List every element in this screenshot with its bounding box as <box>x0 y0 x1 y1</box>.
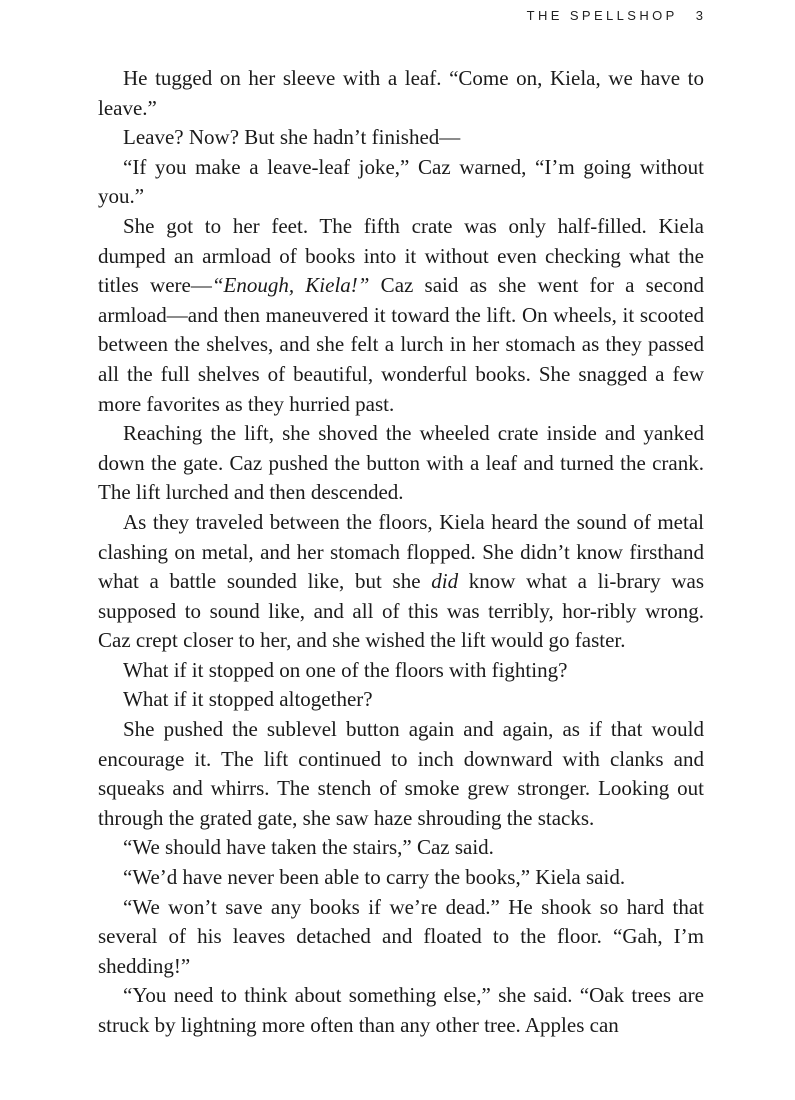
paragraph <box>98 64 704 123</box>
text-run: What if it stopped altogether? <box>123 687 373 712</box>
paragraph <box>98 893 704 982</box>
paragraph <box>98 833 704 863</box>
text-run: “If you make a leave-leaf joke,” Caz warned, “I’m going without you.” <box>98 154 704 209</box>
paragraph <box>98 123 704 153</box>
italic-run: “Enough, Kiela!” <box>211 273 370 298</box>
text-run: He tugged on her sleeve with a leaf. “Come on, Kiela, we have to leave.” <box>98 66 704 120</box>
paragraph <box>98 508 704 656</box>
text-run: She got to her feet. The fifth crate was only half-filled. Kiela dumped an armload of books into it without even checking what the titles were— <box>98 213 704 298</box>
paragraph <box>98 715 704 833</box>
text-run: “You need to think about something else,” she said. “Oak trees are struck by lightning more often than any other tree. Apples can <box>98 983 704 1037</box>
paragraph <box>98 212 704 419</box>
text-run: What if it stopped on one of the floors with fighting? <box>123 657 568 682</box>
text-run: She pushed the sublevel button again and again, as if that would encourage it. The lift continued to inch downward with clanks and squeaks and whirrs. The stench of smoke grew stronger. Looking out through the grated gate, she saw haze shrouding the stacks. <box>98 717 704 830</box>
paragraph <box>98 153 704 212</box>
body-text <box>98 64 704 1041</box>
page-number: 3 <box>695 8 703 23</box>
text-run: “We should have taken the stairs,” Caz said. <box>123 835 494 860</box>
text-run: know what a li-brary was supposed to sound like, and all of this was terribly, hor-ribly wrong. Caz crept closer to her, and she wished the lift would go faster. <box>98 569 704 653</box>
paragraph <box>98 419 704 508</box>
text-run: Reaching the lift, she shoved the wheeled crate inside and yanked down the gate. Caz pushed the button with a leaf and turned the crank. The lift lurched and then descended. <box>98 421 704 505</box>
text-run: “We won’t save any books if we’re dead.” He shook so hard that several of his leaves detached and floated to the floor. “Gah, I’m shedding!” <box>98 894 704 978</box>
text-run: As they traveled between the floors, Kiela heard the sound of metal clashing on metal, and her stomach flopped. She didn’t know firsthand what a battle sounded like, but she <box>98 509 704 594</box>
italic-run: did <box>431 569 459 594</box>
text-run: “We’d have never been able to carry the books,” Kiela said. <box>123 865 626 890</box>
book-title: THE SPELLSHOP <box>526 8 678 23</box>
paragraph <box>98 685 704 715</box>
paragraph <box>98 863 704 893</box>
text-run: Leave? Now? But she hadn’t finished— <box>123 125 461 150</box>
paragraph <box>98 656 704 686</box>
text-run: Caz said as she went for a second armload—and then maneuvered it toward the lift. On wheels, it scooted between the shelves, and she felt a lurch in her stomach as they passed all the full shelves of beautiful, wonderful books. She snagged a few more favorites as they hurried past. <box>98 273 705 416</box>
paragraph <box>98 981 704 1040</box>
running-head <box>527 8 703 23</box>
